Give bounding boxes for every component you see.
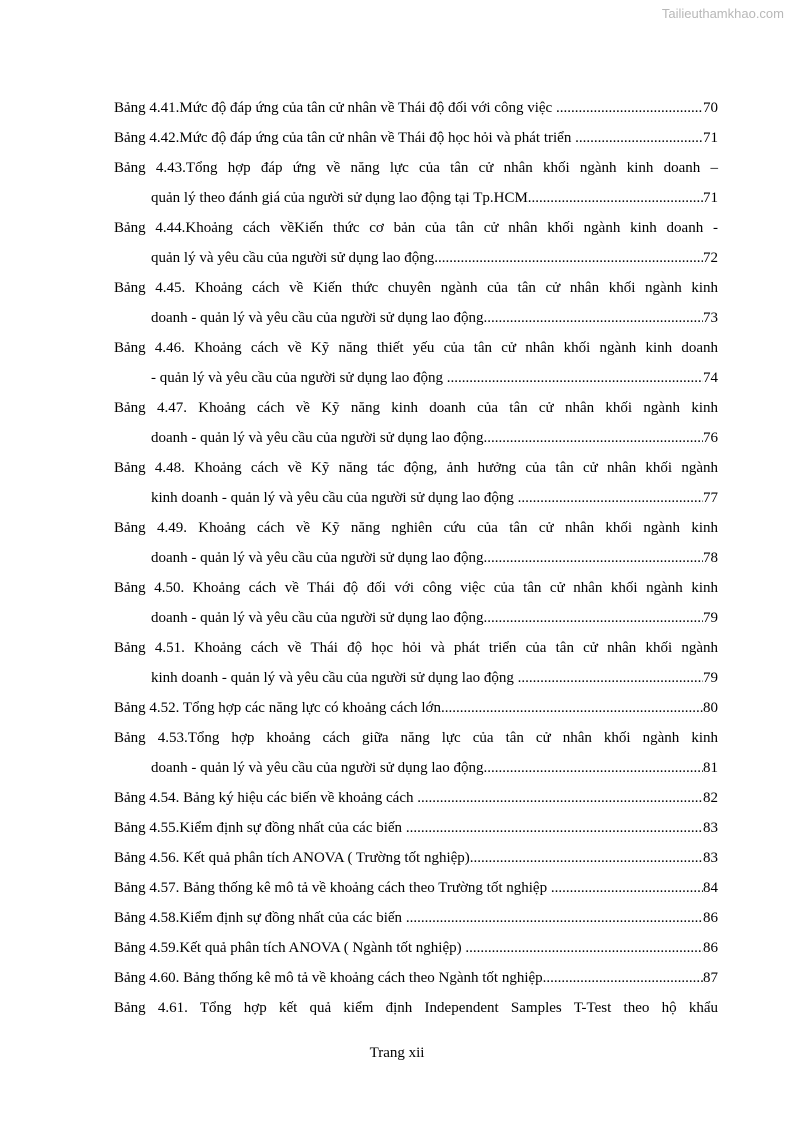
toc-entry[interactable] — [114, 123, 718, 153]
toc-entry-title: Bảng 4.59.Kết quả phân tích ANOVA ( Ngành tốt nghiệp) — [114, 940, 466, 956]
dot-leader — [518, 483, 703, 513]
toc-page-number: 82 — [703, 790, 718, 806]
toc-entry-title-continued: - quản lý và yêu cầu của người sử dụng lao động — [151, 370, 447, 386]
toc-entry[interactable] — [114, 453, 718, 513]
dot-leader — [417, 783, 703, 813]
page-footer: Trang xii — [369, 1045, 425, 1061]
toc-entry[interactable] — [114, 963, 718, 993]
dot-leader — [551, 873, 703, 903]
toc-entry[interactable] — [114, 573, 718, 633]
toc-entry-title: Bảng 4.51. Khoảng cách về Thái độ học hỏi và phát triển của tân cử nhân khối ngành — [114, 640, 718, 656]
toc-page-number: 72 — [703, 250, 718, 266]
toc-entry-title: Bảng 4.50. Khoảng cách về Thái độ đối với công việc của tân cử nhân khối ngành kinh — [114, 580, 718, 596]
toc-page-number: 73 — [703, 310, 718, 326]
toc-page-number: 70 — [703, 100, 718, 116]
toc-page-number: 86 — [703, 940, 718, 956]
dot-leader — [483, 543, 703, 573]
toc-entry-title-continued: kinh doanh - quản lý và yêu cầu của người sử dụng lao động — [151, 670, 518, 686]
dot-leader — [528, 183, 703, 213]
toc-page-number: 77 — [703, 490, 718, 506]
toc-page-number: 83 — [703, 850, 718, 866]
toc-entry[interactable] — [114, 843, 718, 873]
toc-entry[interactable] — [114, 783, 718, 813]
toc-entry[interactable] — [114, 723, 718, 783]
dot-leader — [447, 363, 703, 393]
dot-leader — [434, 243, 703, 273]
toc-entry-title: Bảng 4.47. Khoảng cách về Kỹ năng kinh doanh của tân cử nhân khối ngành kinh — [114, 400, 718, 416]
toc-page-number: 83 — [703, 820, 718, 836]
toc-entry[interactable] — [114, 813, 718, 843]
toc-entry[interactable] — [114, 873, 718, 903]
toc-page-number: 71 — [703, 190, 718, 206]
toc-entry-title: Bảng 4.58.Kiểm định sự đồng nhất của các biến — [114, 910, 406, 926]
dot-leader — [483, 303, 703, 333]
toc-page-number: 81 — [703, 760, 718, 776]
dot-leader — [406, 903, 703, 933]
dot-leader — [483, 753, 703, 783]
toc-entry[interactable] — [114, 633, 718, 693]
toc-entry-title-continued: doanh - quản lý và yêu cầu của người sử dụng lao động — [151, 610, 484, 626]
toc-entry-title: Bảng 4.56. Kết quả phân tích ANOVA ( Trường tốt nghiệp) — [114, 850, 470, 866]
dot-leader — [406, 813, 703, 843]
toc-entry-title: Bảng 4.57. Bảng thống kê mô tả về khoảng cách theo Trường tốt nghiệp — [114, 880, 551, 896]
toc-entry-title: Bảng 4.43.Tổng hợp đáp ứng về năng lực của tân cử nhân khối ngành kinh doanh – — [114, 160, 718, 176]
toc-entry-title: Bảng 4.45. Khoảng cách về Kiến thức chuyên ngành của tân cử nhân khối ngành kinh — [114, 280, 718, 296]
toc-entry-partial[interactable]: Bảng 4.61. Tổng hợp kết quả kiểm định Independent Samples T-Test theo hộ khẩu — [114, 1000, 718, 1016]
toc-entry-title-continued: doanh - quản lý và yêu cầu của người sử dụng lao động — [151, 310, 484, 326]
toc-entry-title: Bảng 4.55.Kiểm định sự đồng nhất của các biến — [114, 820, 406, 836]
toc-entry[interactable] — [114, 153, 718, 213]
toc-entry-title-continued: quản lý và yêu cầu của người sử dụng lao động — [151, 250, 435, 266]
toc-entry[interactable] — [114, 333, 718, 393]
toc-page-number: 76 — [703, 430, 718, 446]
dot-leader — [518, 663, 703, 693]
toc-entry[interactable] — [114, 93, 718, 123]
toc-page-number: 86 — [703, 910, 718, 926]
toc-page-number: 87 — [703, 970, 718, 986]
toc-entry[interactable] — [114, 513, 718, 573]
toc-entry-title: Bảng 4.53.Tổng hợp khoảng cách giữa năng lực của tân cử nhân khối ngành kinh — [114, 730, 718, 746]
table-of-contents — [114, 93, 718, 1023]
toc-entry-title: Bảng 4.60. Bảng thống kê mô tả về khoảng cách theo Ngành tốt nghiệp — [114, 970, 543, 986]
toc-entry-title: Bảng 4.48. Khoảng cách về Kỹ năng tác động, ảnh hưởng của tân cử nhân khối ngành — [114, 460, 718, 476]
dot-leader — [483, 603, 703, 633]
toc-page-number: 71 — [703, 130, 718, 146]
toc-entry[interactable] — [114, 933, 718, 963]
toc-entry[interactable] — [114, 693, 718, 723]
toc-entry-title-continued: kinh doanh - quản lý và yêu cầu của người sử dụng lao động — [151, 490, 518, 506]
dot-leader — [483, 423, 703, 453]
toc-entry-title-continued: quản lý theo đánh giá của người sử dụng lao động tại Tp.HCM — [151, 190, 528, 206]
toc-entry[interactable] — [114, 393, 718, 453]
toc-entry-title: Bảng 4.41.Mức độ đáp ứng của tân cử nhân về Thái độ đối với công việc — [114, 100, 556, 116]
toc-entry-title: Bảng 4.52. Tổng hợp các năng lực có khoảng cách lớn — [114, 700, 441, 716]
toc-page-number: 74 — [703, 370, 718, 386]
toc-entry-title-continued: doanh - quản lý và yêu cầu của người sử dụng lao động — [151, 430, 484, 446]
toc-entry-title-continued: doanh - quản lý và yêu cầu của người sử dụng lao động — [151, 760, 484, 776]
toc-entry[interactable] — [114, 903, 718, 933]
toc-entry-title: Bảng 4.46. Khoảng cách về Kỹ năng thiết yếu của tân cử nhân khối ngành kinh doanh — [114, 340, 718, 356]
toc-entry-title-continued: doanh - quản lý và yêu cầu của người sử dụng lao động — [151, 550, 484, 566]
toc-page-number: 79 — [703, 610, 718, 626]
dot-leader — [465, 933, 703, 963]
dot-leader — [470, 843, 703, 873]
toc-entry[interactable] — [114, 273, 718, 333]
dot-leader — [556, 93, 703, 123]
dot-leader — [441, 693, 703, 723]
dot-leader — [575, 123, 703, 153]
watermark: Tailieuthamkhao.com — [661, 6, 784, 21]
toc-page-number: 78 — [703, 550, 718, 566]
dot-leader — [543, 963, 703, 993]
toc-page-number: 80 — [703, 700, 718, 716]
toc-entry-title: Bảng 4.54. Bảng ký hiệu các biến về khoảng cách — [114, 790, 418, 806]
toc-page-number: 79 — [703, 670, 718, 686]
toc-entry-title: Bảng 4.42.Mức độ đáp ứng của tân cử nhân về Thái độ học hỏi và phát triển — [114, 130, 576, 146]
toc-entry-title: Bảng 4.44.Khoảng cách vềKiến thức cơ bản của tân cử nhân khối ngành kinh doanh - — [114, 220, 718, 236]
toc-page-number: 84 — [703, 880, 718, 896]
toc-entry-title: Bảng 4.49. Khoảng cách về Kỹ năng nghiên cứu của tân cử nhân khối ngành kinh — [114, 520, 718, 536]
toc-entry[interactable] — [114, 213, 718, 273]
